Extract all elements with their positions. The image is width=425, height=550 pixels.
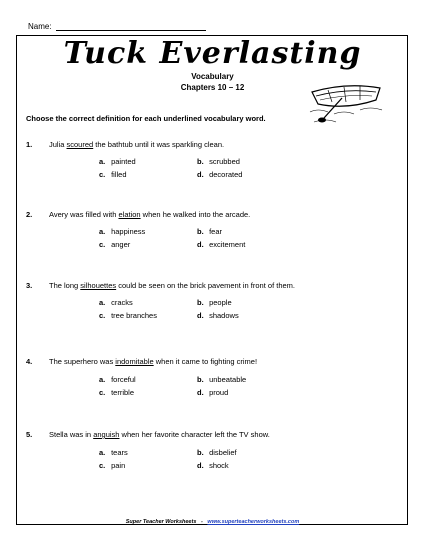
vocab-word: scoured [66, 140, 94, 149]
footer-brand: Super Teacher Worksheets [125, 519, 197, 525]
question-1: 1. Julia scoured the bathtub until it was sparkling clean. [26, 140, 225, 149]
vocab-word: indomitable [115, 357, 154, 366]
option-5a[interactable]: a. tears [99, 448, 128, 457]
instructions: Choose the correct definition for each underlined vocabulary word. [26, 114, 266, 123]
option-4d[interactable]: d. proud [197, 388, 229, 397]
option-3d[interactable]: d. shadows [197, 311, 239, 320]
option-2a[interactable]: a. happiness [99, 227, 146, 236]
question-5: 5. Stella was in anguish when her favorite character left the TV show. [26, 430, 270, 439]
option-1b[interactable]: b. scrubbed [197, 157, 240, 166]
question-2: 2. Avery was filled with elation when he walked into the arcade. [26, 210, 251, 219]
rowboat-illustration-icon [306, 68, 388, 126]
option-5c[interactable]: c. pain [99, 461, 126, 470]
footer-separator: - [200, 519, 203, 525]
name-label: Name: [28, 22, 52, 31]
option-1c[interactable]: c. filled [99, 170, 127, 179]
option-2d[interactable]: d. excitement [197, 240, 246, 249]
vocab-word: elation [118, 210, 141, 219]
option-4a[interactable]: a. forceful [99, 375, 136, 384]
name-blank-line[interactable] [56, 22, 206, 31]
option-3a[interactable]: a. cracks [99, 298, 133, 307]
option-5b[interactable]: b. disbelief [197, 448, 237, 457]
footer [0, 519, 425, 525]
option-1d[interactable]: d. decorated [197, 170, 243, 179]
option-5d[interactable]: d. shock [197, 461, 229, 470]
question-4: 4. The superhero was indomitable when it came to fighting crime! [26, 357, 258, 366]
footer-link[interactable]: www.superteacherworksheets.com [207, 519, 300, 525]
vocab-word: anguish [93, 430, 120, 439]
worksheet-subtitle: Vocabulary [191, 72, 234, 81]
vocab-word: silhouettes [80, 281, 117, 290]
option-3c[interactable]: c. tree branches [99, 311, 157, 320]
worksheet-title: Tuck Everlasting [63, 36, 362, 71]
question-3: 3. The long silhouettes could be seen on the brick pavement in front of them. [26, 281, 295, 290]
option-1a[interactable]: a. painted [99, 157, 136, 166]
name-field[interactable] [28, 22, 206, 31]
option-4c[interactable]: c. terrible [99, 388, 135, 397]
option-3b[interactable]: b. people [197, 298, 232, 307]
option-4b[interactable]: b. unbeatable [197, 375, 247, 384]
chapters-label: Chapters 10 – 12 [180, 83, 245, 92]
option-2c[interactable]: c. anger [99, 240, 131, 249]
option-2b[interactable]: b. fear [197, 227, 223, 236]
